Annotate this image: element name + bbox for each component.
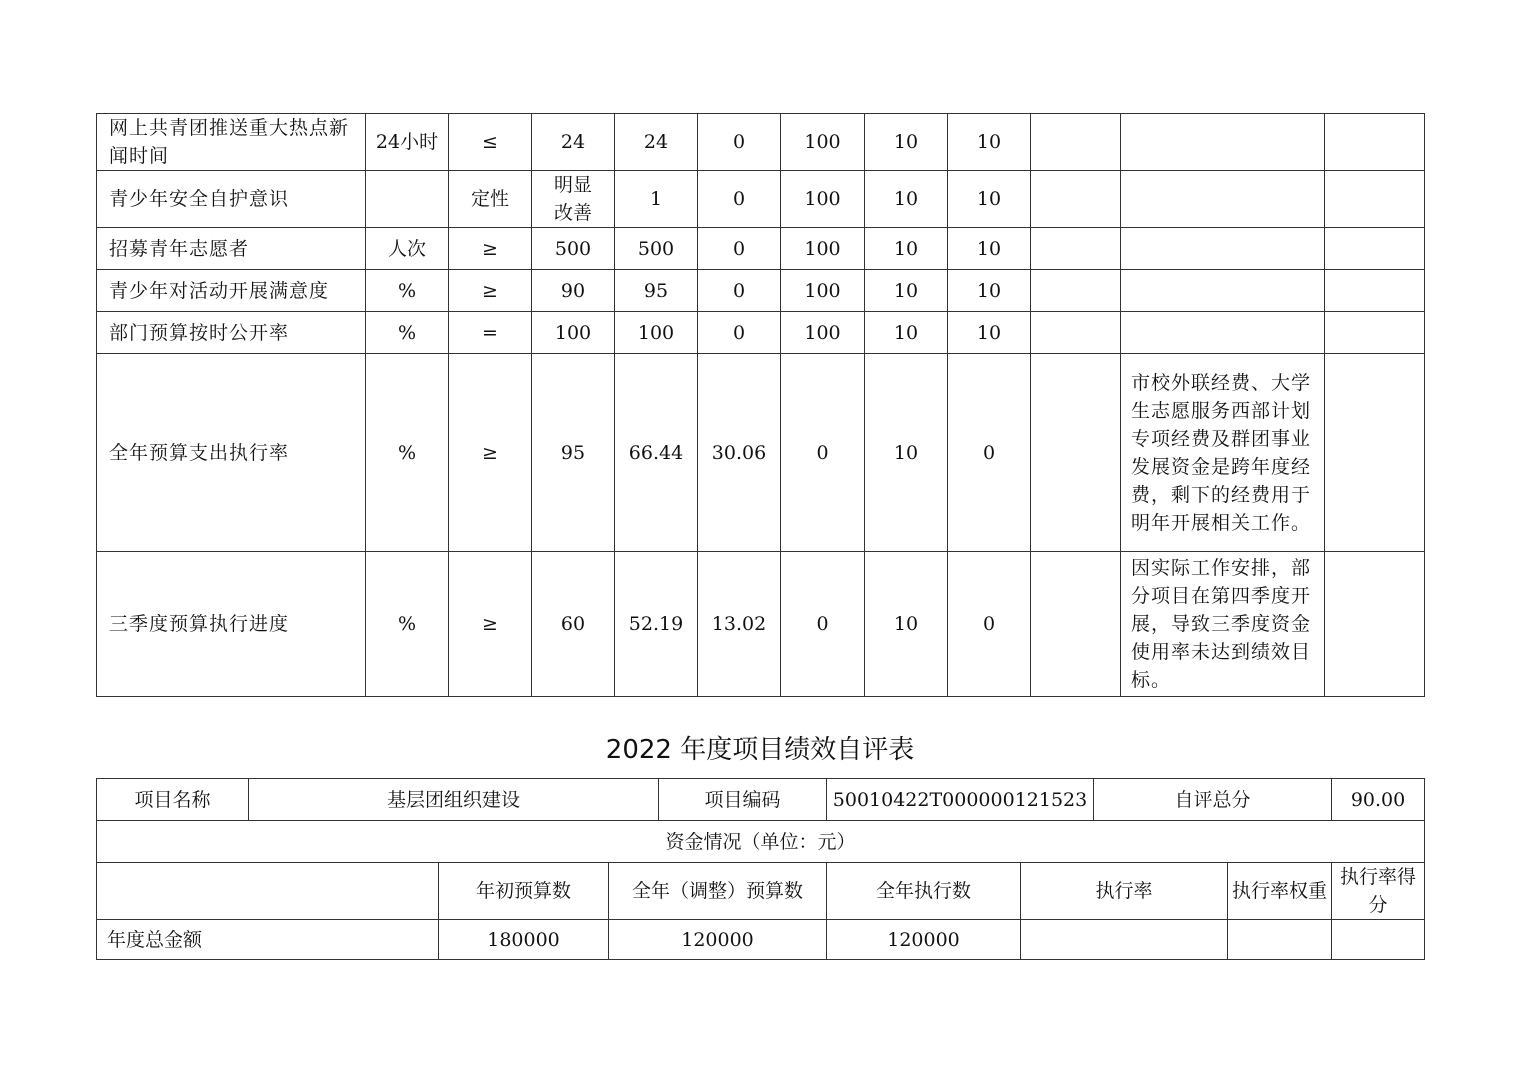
empty-cell — [1325, 171, 1425, 228]
indicator-unit: % — [366, 354, 449, 552]
empty-cell — [1325, 354, 1425, 552]
indicator-target: 明显改善 — [532, 171, 615, 228]
indicator-unit: 人次 — [366, 228, 449, 270]
indicator-deviation: 13.02 — [698, 552, 781, 697]
indicator-deviation: 30.06 — [698, 354, 781, 552]
indicator-score: 10 — [948, 228, 1031, 270]
indicator-operator: ≥ — [449, 354, 532, 552]
indicator-completion: 100 — [781, 270, 865, 312]
table-row — [97, 863, 1425, 920]
indicator-unit: % — [366, 552, 449, 697]
indicator-score: 10 — [948, 312, 1031, 354]
self-score-label: 自评总分 — [1094, 779, 1332, 821]
table-row — [97, 821, 1425, 863]
funds-section-label: 资金情况（单位：元） — [97, 821, 1425, 863]
empty-cell — [1031, 171, 1121, 228]
header-adjusted-budget: 全年（调整）预算数 — [609, 863, 827, 920]
indicator-score: 10 — [948, 114, 1031, 171]
indicator-completion: 100 — [781, 312, 865, 354]
annual-execution-value: 120000 — [827, 920, 1021, 960]
empty-cell — [1031, 312, 1121, 354]
project-code-value: 50010422T000000121523 — [827, 779, 1094, 821]
indicator-weight: 10 — [865, 354, 948, 552]
indicator-weight: 10 — [865, 114, 948, 171]
indicator-target: 100 — [532, 312, 615, 354]
performance-indicator-table — [96, 113, 1425, 697]
indicator-actual: 100 — [615, 312, 698, 354]
indicator-completion: 100 — [781, 228, 865, 270]
project-name-label: 项目名称 — [97, 779, 249, 821]
indicator-weight: 10 — [865, 312, 948, 354]
indicator-remark: 因实际工作安排，部分项目在第四季度开展，导致三季度资金使用率未达到绩效目标。 — [1121, 552, 1325, 697]
initial-budget-value: 180000 — [439, 920, 609, 960]
indicator-name: 全年预算支出执行率 — [97, 354, 366, 552]
header-annual-execution: 全年执行数 — [827, 863, 1021, 920]
indicator-name: 招募青年志愿者 — [97, 228, 366, 270]
table-row — [97, 171, 1425, 228]
rate-score-value — [1332, 920, 1425, 960]
table-row — [97, 779, 1425, 821]
section-title: 2022 年度项目绩效自评表 — [605, 735, 915, 765]
empty-cell — [1325, 552, 1425, 697]
indicator-unit: 24小时 — [366, 114, 449, 171]
project-info-table — [96, 778, 1425, 960]
indicator-target: 60 — [532, 552, 615, 697]
self-score-value: 90.00 — [1332, 779, 1425, 821]
indicator-actual: 24 — [615, 114, 698, 171]
indicator-target: 95 — [532, 354, 615, 552]
table-row — [97, 228, 1425, 270]
empty-cell — [1325, 312, 1425, 354]
indicator-remark — [1121, 312, 1325, 354]
table-row — [97, 552, 1425, 697]
indicator-actual: 500 — [615, 228, 698, 270]
indicator-completion: 0 — [781, 354, 865, 552]
indicator-name: 网上共青团推送重大热点新闻时间 — [97, 114, 366, 171]
execution-rate-value — [1021, 920, 1228, 960]
indicator-target: 90 — [532, 270, 615, 312]
empty-cell — [1325, 114, 1425, 171]
indicator-completion: 100 — [781, 171, 865, 228]
header-initial-budget: 年初预算数 — [439, 863, 609, 920]
indicator-actual: 66.44 — [615, 354, 698, 552]
empty-cell — [1031, 114, 1121, 171]
rate-weight-value — [1228, 920, 1332, 960]
indicator-score: 10 — [948, 171, 1031, 228]
indicator-operator: ≤ — [449, 114, 532, 171]
indicator-unit: % — [366, 312, 449, 354]
indicator-deviation: 0 — [698, 114, 781, 171]
indicator-remark — [1121, 270, 1325, 312]
project-name-value: 基层团组织建设 — [249, 779, 659, 821]
indicator-operator: = — [449, 312, 532, 354]
table-row — [97, 270, 1425, 312]
indicator-deviation: 0 — [698, 312, 781, 354]
empty-cell — [1031, 228, 1121, 270]
empty-cell — [1031, 270, 1121, 312]
indicator-operator: ≥ — [449, 228, 532, 270]
indicator-name: 青少年对活动开展满意度 — [97, 270, 366, 312]
indicator-score: 10 — [948, 270, 1031, 312]
indicator-name: 青少年安全自护意识 — [97, 171, 366, 228]
indicator-completion: 100 — [781, 114, 865, 171]
indicator-completion: 0 — [781, 552, 865, 697]
indicator-score: 0 — [948, 552, 1031, 697]
indicator-unit — [366, 171, 449, 228]
indicator-actual: 1 — [615, 171, 698, 228]
empty-cell — [1031, 552, 1121, 697]
header-execution-rate: 执行率 — [1021, 863, 1228, 920]
empty-cell — [1325, 228, 1425, 270]
indicator-deviation: 0 — [698, 270, 781, 312]
indicator-deviation: 0 — [698, 171, 781, 228]
indicator-operator: ≥ — [449, 552, 532, 697]
indicator-weight: 10 — [865, 552, 948, 697]
table-row — [97, 920, 1425, 960]
indicator-operator: ≥ — [449, 270, 532, 312]
indicator-weight: 10 — [865, 228, 948, 270]
indicator-unit: % — [366, 270, 449, 312]
header-rate-score: 执行率得分 — [1332, 863, 1425, 920]
empty-cell — [97, 863, 439, 920]
indicator-remark: 市校外联经费、大学生志愿服务西部计划专项经费及群团事业发展资金是跨年度经费，剩下的经费用于明年开展相关工作。 — [1121, 354, 1325, 552]
header-rate-weight: 执行率权重 — [1228, 863, 1332, 920]
annual-total-label: 年度总金额 — [97, 920, 439, 960]
empty-cell — [1031, 354, 1121, 552]
indicator-target: 500 — [532, 228, 615, 270]
indicator-name: 部门预算按时公开率 — [97, 312, 366, 354]
indicator-actual: 95 — [615, 270, 698, 312]
indicator-actual: 52.19 — [615, 552, 698, 697]
table-row — [97, 354, 1425, 552]
table-row — [97, 312, 1425, 354]
indicator-deviation: 0 — [698, 228, 781, 270]
indicator-score: 0 — [948, 354, 1031, 552]
indicator-remark — [1121, 114, 1325, 171]
indicator-name: 三季度预算执行进度 — [97, 552, 366, 697]
indicator-operator: 定性 — [449, 171, 532, 228]
empty-cell — [1325, 270, 1425, 312]
indicator-remark — [1121, 171, 1325, 228]
adjusted-budget-value: 120000 — [609, 920, 827, 960]
table-row — [97, 114, 1425, 171]
indicator-weight: 10 — [865, 270, 948, 312]
indicator-remark — [1121, 228, 1325, 270]
indicator-target: 24 — [532, 114, 615, 171]
project-code-label: 项目编码 — [659, 779, 827, 821]
indicator-weight: 10 — [865, 171, 948, 228]
